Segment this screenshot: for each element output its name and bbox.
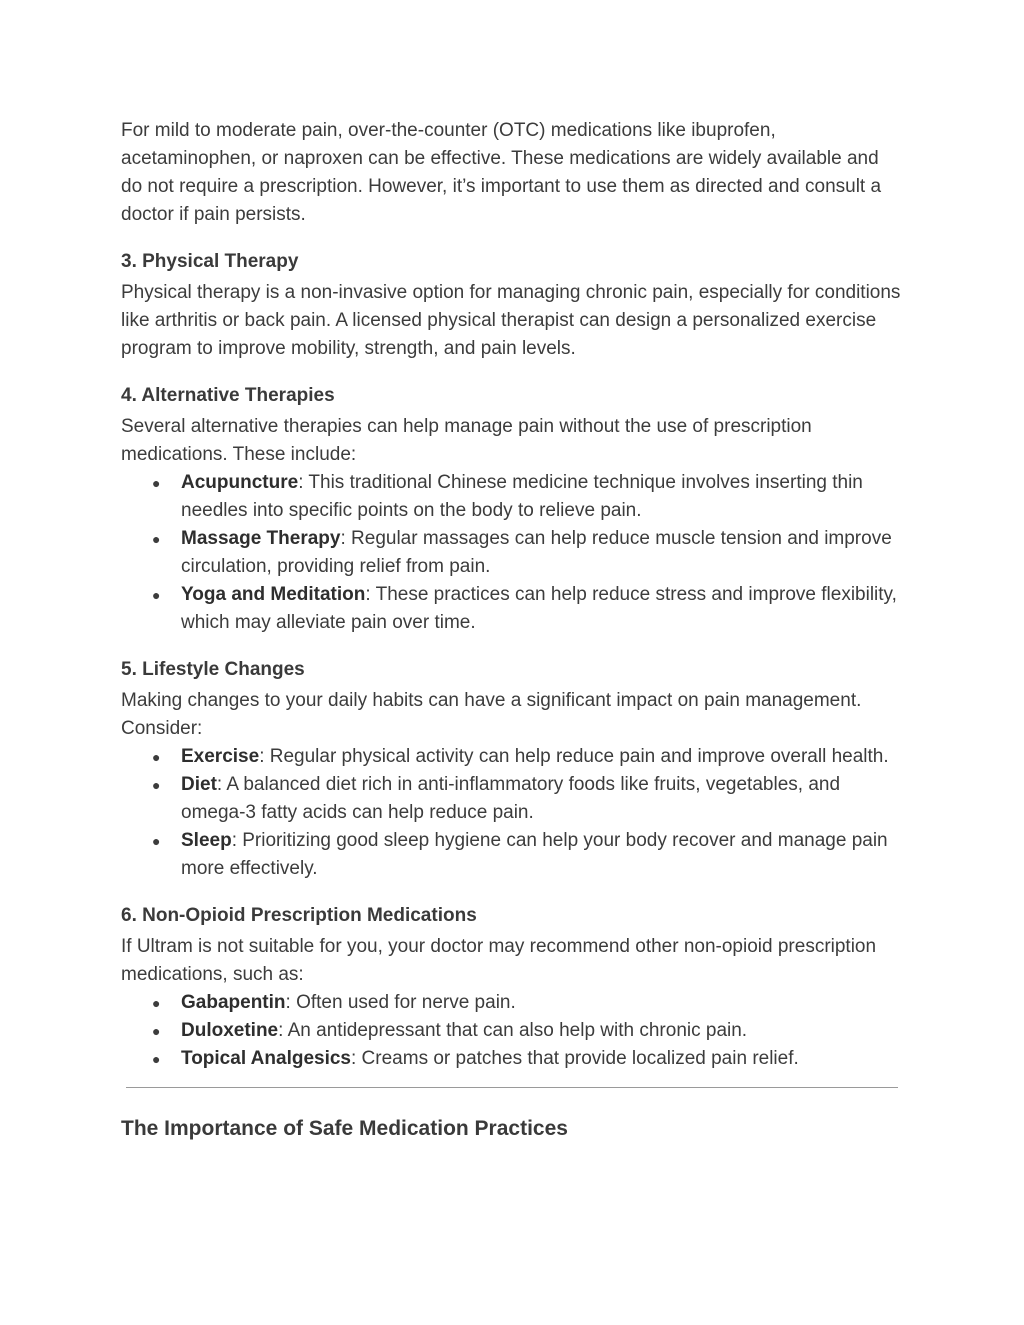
list-item — [121, 581, 901, 637]
section-heading: 5. Lifestyle Changes — [121, 659, 305, 680]
section-physical-therapy — [121, 247, 901, 363]
section-heading: 3. Physical Therapy — [121, 251, 299, 272]
closing-heading: The Importance of Safe Medication Practices — [121, 1117, 568, 1140]
list-item-text: : Creams or patches that provide localized pain relief. — [351, 1048, 799, 1069]
list-item-text: : This traditional Chinese medicine technique involves inserting thin needles into specific points on the body to relieve pain. — [181, 472, 863, 521]
section-body: If Ultram is not suitable for you, your doctor may recommend other non-opioid prescription medications, such as: — [121, 936, 877, 985]
list-item-term: Duloxetine — [181, 1020, 279, 1041]
list-item-text: : Regular massages can help reduce muscle tension and improve circulation, providing relief from pain. — [181, 528, 892, 577]
list-item — [121, 1045, 901, 1073]
list-item — [121, 469, 901, 525]
list-item-text: : These practices can help reduce stress and improve flexibility, which may alleviate pain over time. — [181, 584, 897, 633]
bullet-icon: ● — [152, 587, 161, 603]
list-item-term: Sleep — [181, 830, 232, 851]
list-item — [121, 771, 901, 827]
section-alternative-therapies — [121, 381, 901, 637]
list-item-term: Diet — [181, 774, 217, 795]
list-item-term: Acupuncture — [181, 472, 299, 493]
list-item-term: Topical Analgesics — [181, 1048, 351, 1069]
list-item — [121, 827, 901, 883]
bullet-list — [121, 469, 901, 637]
section-heading: 4. Alternative Therapies — [121, 385, 335, 406]
list-item-term: Gabapentin — [181, 992, 286, 1013]
section-body: Several alternative therapies can help manage pain without the use of prescription medications. These include: — [121, 416, 812, 465]
bullet-icon: ● — [152, 777, 161, 793]
list-item-term: Yoga and Meditation — [181, 584, 366, 605]
list-item-term: Massage Therapy — [181, 528, 341, 549]
bullet-icon: ● — [152, 1023, 161, 1039]
document-page — [121, 117, 901, 1144]
bullet-icon: ● — [152, 1051, 161, 1067]
bullet-icon: ● — [152, 995, 161, 1011]
section-heading: 6. Non-Opioid Prescription Medications — [121, 905, 477, 926]
bullet-list — [121, 989, 901, 1073]
list-item — [121, 989, 901, 1017]
bullet-icon: ● — [152, 531, 161, 547]
intro-paragraph: For mild to moderate pain, over-the-counter (OTC) medications like ibuprofen, acetaminophen, or naproxen can be effective. These medications are widely available and do not require a prescription. However, it’s important to use them as directed and consult a doctor if pain persists. — [121, 120, 882, 225]
bullet-icon: ● — [152, 833, 161, 849]
list-item-text: : Often used for nerve pain. — [285, 992, 516, 1013]
list-item-term: Exercise — [181, 746, 260, 767]
bullet-list — [121, 743, 901, 883]
horizontal-divider — [126, 1087, 898, 1088]
bullet-icon: ● — [152, 749, 161, 765]
list-item — [121, 1017, 901, 1045]
list-item — [121, 743, 901, 771]
list-item — [121, 525, 901, 581]
list-item-text: : Prioritizing good sleep hygiene can help your body recover and manage pain more effectively. — [181, 830, 888, 879]
list-item-text: : Regular physical activity can help reduce pain and improve overall health. — [259, 746, 889, 767]
section-body: Making changes to your daily habits can have a significant impact on pain management. Consider: — [121, 690, 862, 739]
list-item-text: : An antidepressant that can also help with chronic pain. — [278, 1020, 748, 1041]
section-lifestyle-changes — [121, 655, 901, 883]
bullet-icon: ● — [152, 475, 161, 491]
list-item-text: : A balanced diet rich in anti-inflammatory foods like fruits, vegetables, and omega-3 fatty acids can help reduce pain. — [181, 774, 841, 823]
section-body: Physical therapy is a non-invasive option for managing chronic pain, especially for conditions like arthritis or back pain. A licensed physical therapist can design a personalized exercise program to improve mobility, strength, and pain levels. — [121, 282, 901, 359]
section-non-opioid-medications — [121, 901, 901, 1073]
